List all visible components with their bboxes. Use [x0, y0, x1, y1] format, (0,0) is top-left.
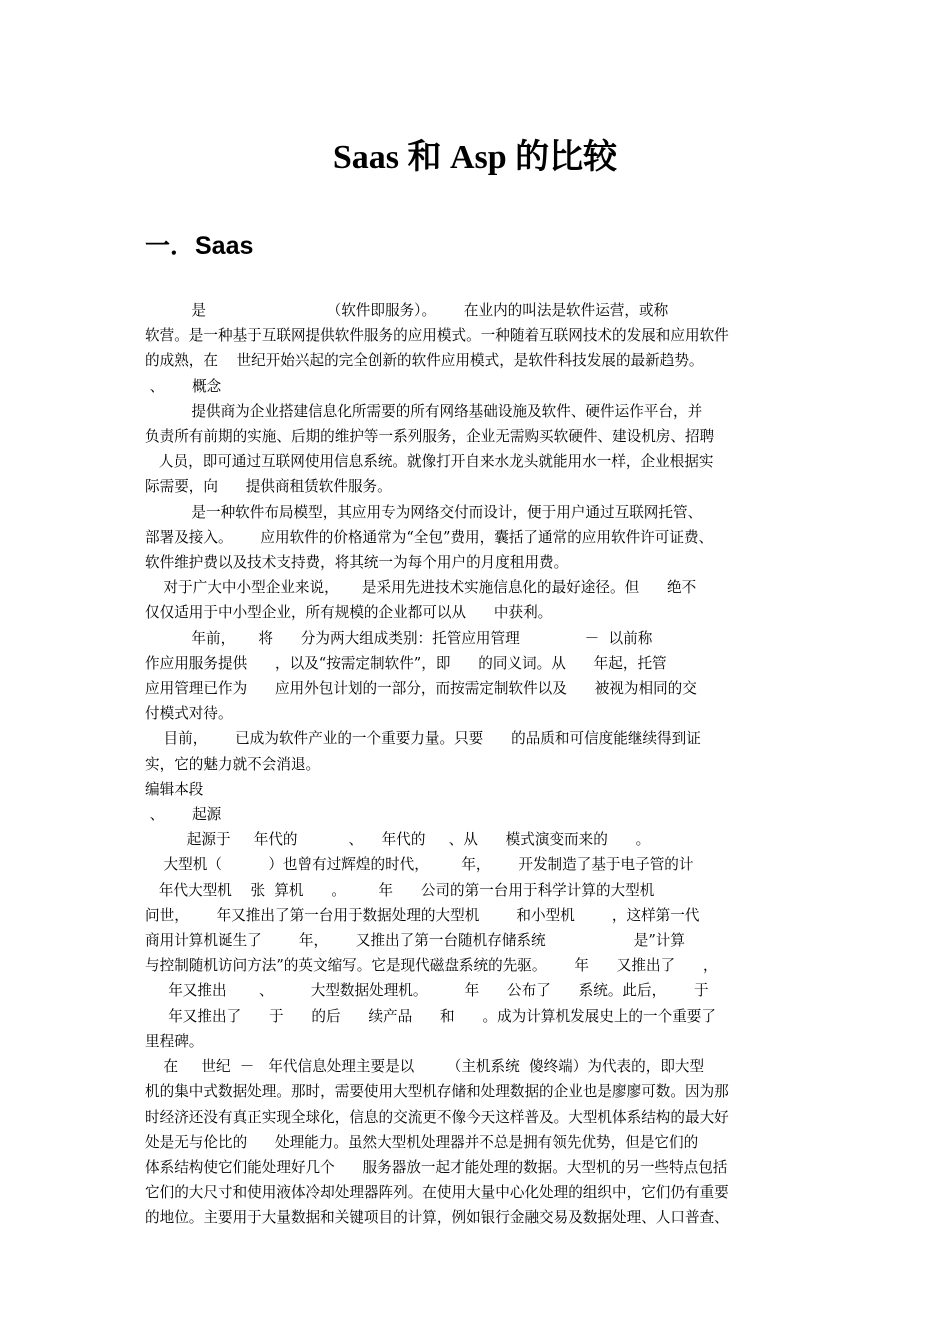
text-line: 、 起源: [145, 806, 222, 824]
body-text: [145, 298, 808, 1231]
text-line: 目前， 已成为软件产业的一个重要力量。只要 的品质和可信度能继续得到证: [145, 730, 701, 748]
text-line: 作应用服务提供 ，以及“按需定制软件”，即 的同义词。从 年起，托管: [145, 654, 667, 672]
text-line: 年又推出了 于 的后 续产品 和 。成为计算机发展史上的一个重要了: [145, 1007, 716, 1025]
text-line: 处是无与伦比的 处理能力。虽然大型机处理器并不总是拥有领先优势，但是它们的: [145, 1133, 699, 1151]
text-line: 对于广大中小型企业来说， 是采用先进技术实施信息化的最好途径。但 绝不: [145, 579, 697, 597]
text-line: 年代大型机 张 算机 。 年 公司的第一台用于科学计算的大型机: [145, 881, 655, 899]
text-line: 付模式对待。: [145, 705, 233, 723]
text-line: 软营。是一种基于互联网提供软件服务的应用模式。一种随着互联网技术的发展和应用软件: [145, 327, 729, 345]
text-line: 负责所有前期的实施、后期的维护等一系列服务，企业无需购买软硬件、建设机房、招聘: [145, 428, 715, 446]
text-line: 里程碑。: [145, 1032, 204, 1050]
text-line: 它们的大尺寸和使用液体冷却处理器阵列。在使用大量中心化处理的组织中，它们仍有重要: [145, 1184, 729, 1202]
text-line: 仅仅适用于中小型企业，所有规模的企业都可以从 中获利。: [145, 604, 553, 622]
text-line: 年又推出 、 大型数据处理机。 年 公布了 系统。此后， 于: [145, 982, 709, 1000]
text-line: 人员，即可通过互联网使用信息系统。就像打开自来水龙头就能用水一样，企业根据实: [145, 453, 714, 471]
text-line: 的地位。主要用于大量数据和关键项目的计算，例如银行金融交易及数据处理、人口普查、: [145, 1209, 729, 1227]
section-heading: 一．Saas: [145, 232, 254, 260]
text-line: 软件维护费以及技术支持费，将其统一为每个用户的月度租用费。: [145, 554, 569, 572]
text-line: 时经济还没有真正实现全球化，信息的交流更不像今天这样普及。大型机体系结构的最大好: [145, 1108, 729, 1126]
text-line: 部署及接入。 应用软件的价格通常为“全包”费用，囊括了通常的应用软件许可证费、: [145, 528, 714, 546]
text-line: 起源于 年代的 、 年代的 、从 模式演变而来的 。: [145, 831, 651, 849]
text-line: 实，它的魅力就不会消退。: [145, 755, 321, 773]
text-line: 、 概念: [145, 377, 222, 395]
text-line: 编辑本段: [145, 780, 204, 798]
text-line: 际需要，向 提供商租赁软件服务。: [145, 478, 392, 496]
text-line: 提供商为企业搭建信息化所需要的所有网络基础设施及软件、硬件运作平台，并: [145, 402, 703, 420]
text-line: 问世， 年又推出了第一台用于数据处理的大型机 和小型机 ，这样第一代: [145, 906, 700, 924]
text-line: 大型机（ ）也曾有过辉煌的时代， 年， 开发制造了基于电子管的计: [145, 856, 694, 874]
text-line: 在 世纪 － 年代信息处理主要是以 （主机系统 傻终端）为代表的，即大型: [145, 1058, 705, 1076]
text-line: 体系结构使它们能处理好几个 服务器放一起才能处理的数据。大型机的另一些特点包括: [145, 1158, 728, 1176]
document-title: Saas 和 Asp 的比较: [332, 139, 618, 176]
text-line: 是一种软件布局模型，其应用专为网络交付而设计，便于用户通过互联网托管、: [145, 503, 703, 521]
text-line: 的成熟，在 世纪开始兴起的完全创新的软件应用模式，是软件科技发展的最新趋势。: [145, 352, 704, 370]
text-line: 与控制随机访问方法”的英文缩写。它是现代磁盘系统的先驱。 年 又推出了 ，: [145, 957, 718, 975]
text-line: 是 （软件即服务）。 在业内的叫法是软件运营，或称: [145, 302, 669, 319]
text-line: 商用计算机诞生了 年， 又推出了第一台随机存储系统 是”计算: [145, 932, 685, 950]
text-line: 年前， 将 分为两大组成类别：托管应用管理 － 以前称: [145, 629, 653, 647]
text-line: 机的集中式数据处理。那时，需要使用大型机存储和处理数据的企业也是廖廖可数。因为那: [145, 1083, 729, 1101]
text-line: 应用管理已作为 应用外包计划的一部分，而按需定制软件以及 被视为相同的交: [145, 680, 697, 698]
